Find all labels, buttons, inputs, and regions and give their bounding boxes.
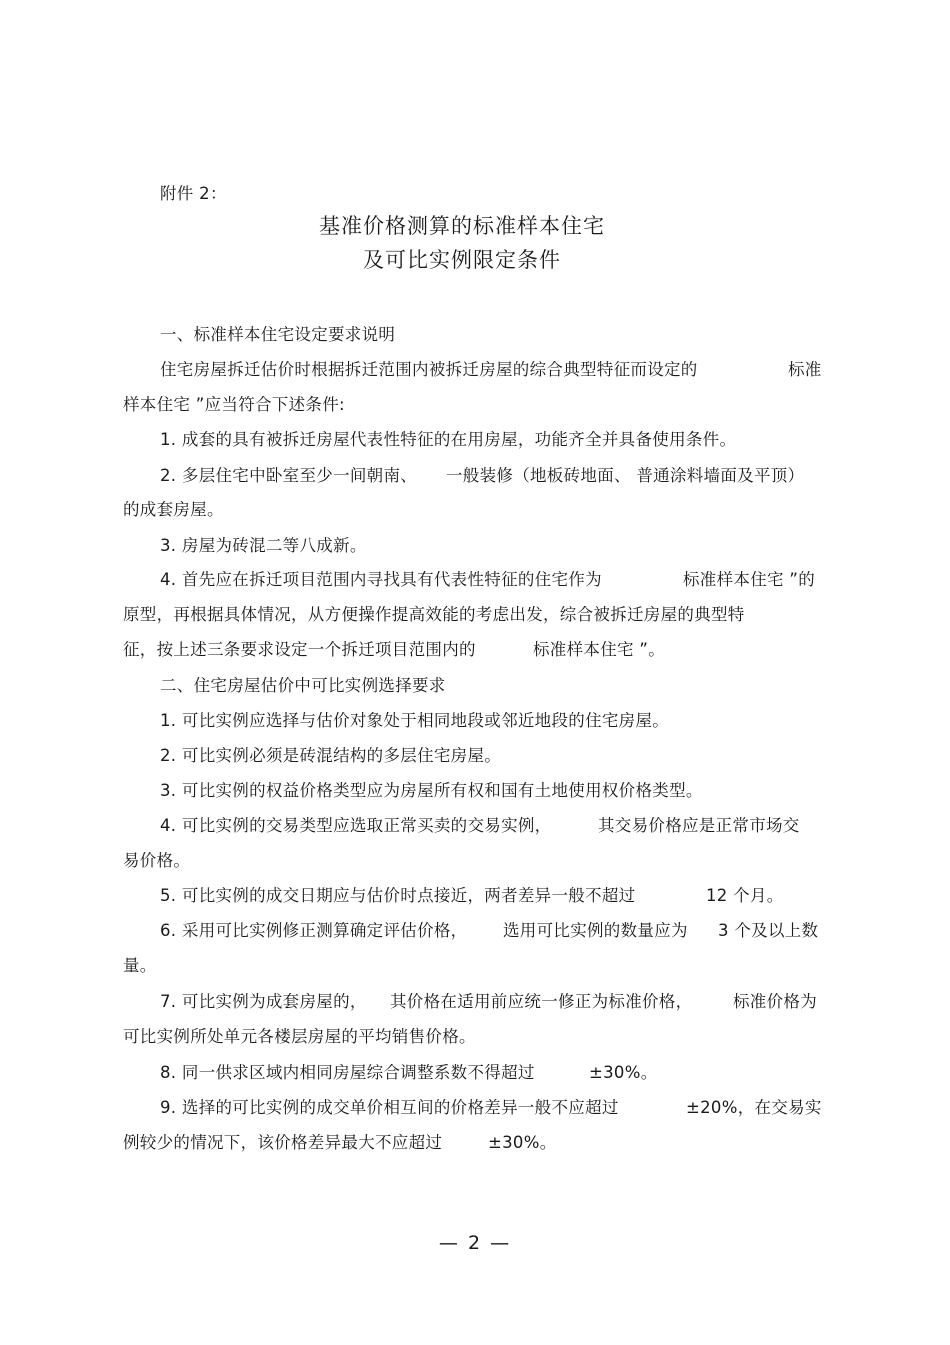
list-item: 7. 可比实例为成套房屋的， — [160, 992, 367, 1011]
list-item: 1. 可比实例应选择与估价对象处于相同地段或邻近地段的住宅房屋。 — [160, 711, 670, 730]
list-item-continuation: 量。 — [123, 956, 157, 975]
section-heading-1: 一、标准样本住宅设定要求说明 — [160, 325, 396, 344]
paragraph-line: 住宅房屋拆迁估价时根据拆迁范围内被拆迁房屋的综合典型特征而设定的 — [160, 360, 698, 379]
title-line-2: 及可比实例限定条件 — [363, 248, 561, 272]
list-item: 选用可比实例的数量应为 — [503, 921, 688, 940]
list-item: 8. 同一供求区域内相同房屋综合调整系数不得超过 — [160, 1063, 535, 1082]
paragraph-line: 样本住宅 ”应当符合下述条件: — [123, 395, 345, 414]
list-item: 1. 成套的具有被拆迁房屋代表性特征的在用房屋，功能齐全并具备使用条件。 — [160, 430, 737, 449]
list-item: 标准价格为 — [733, 992, 817, 1011]
attachment-label: 附件 2： — [160, 184, 227, 203]
title-line-1: 基准价格测算的标准样本住宅 — [319, 214, 605, 238]
list-item: 其价格在适用前应统一修正为标准价格， — [390, 992, 693, 1011]
list-item: ±30%。 — [589, 1063, 658, 1082]
list-item: 3 个及以上数 — [718, 921, 819, 940]
list-item: 2. 多层住宅中卧室至少一间朝南、 — [160, 466, 418, 485]
list-item-continuation: 标准样本住宅 ”。 — [533, 640, 665, 659]
list-item: 6. 采用可比实例修正测算确定评估价格， — [160, 921, 468, 940]
list-item: 其交易价格应是正常市场交 — [598, 816, 800, 835]
list-item: 一般装修（地板砖地面、 普通涂料墙面及平顶） — [446, 466, 805, 485]
section-heading-2: 二、住宅房屋估价中可比实例选择要求 — [160, 676, 446, 695]
list-item: 3. 房屋为砖混二等八成新。 — [160, 536, 367, 555]
list-item: 标准样本住宅 ”的 — [683, 570, 815, 589]
list-item: 4. 首先应在拆迁项目范围内寻找具有代表性特征的住宅作为 — [160, 570, 602, 589]
list-item: 5. 可比实例的成交日期应与估价时点接近，两者差异一般不超过 — [160, 886, 636, 905]
list-item-continuation: ±30%。 — [488, 1133, 557, 1152]
list-item-continuation: 原型，再根据具体情况，从方便操作提高效能的考虑出发，综合被拆迁房屋的典型特 — [123, 605, 745, 624]
page-number: — 2 — — [438, 1232, 512, 1254]
list-item-continuation: 的成套房屋。 — [123, 500, 224, 519]
list-item: 4. 可比实例的交易类型应选取正常买卖的交易实例， — [160, 816, 552, 835]
list-item: ±20%，在交易实 — [686, 1098, 822, 1117]
list-item-continuation: 可比实例所处单元各楼层房屋的平均销售价格。 — [123, 1027, 476, 1046]
list-item-continuation: 易价格。 — [123, 851, 191, 870]
list-item: 3. 可比实例的权益价格类型应为房屋所有权和国有土地使用权价格类型。 — [160, 781, 703, 800]
list-item: 9. 选择的可比实例的成交单价相互间的价格差异一般不应超过 — [160, 1098, 619, 1117]
list-item-continuation: 征，按上述三条要求设定一个拆迁项目范围内的 — [123, 640, 476, 659]
list-item: 12 个月。 — [706, 886, 784, 905]
paragraph-line: 标准 — [788, 360, 822, 379]
list-item: 2. 可比实例必须是砖混结构的多层住宅房屋。 — [160, 746, 502, 765]
list-item-continuation: 例较少的情况下，该价格差异最大不应超过 — [123, 1133, 443, 1152]
